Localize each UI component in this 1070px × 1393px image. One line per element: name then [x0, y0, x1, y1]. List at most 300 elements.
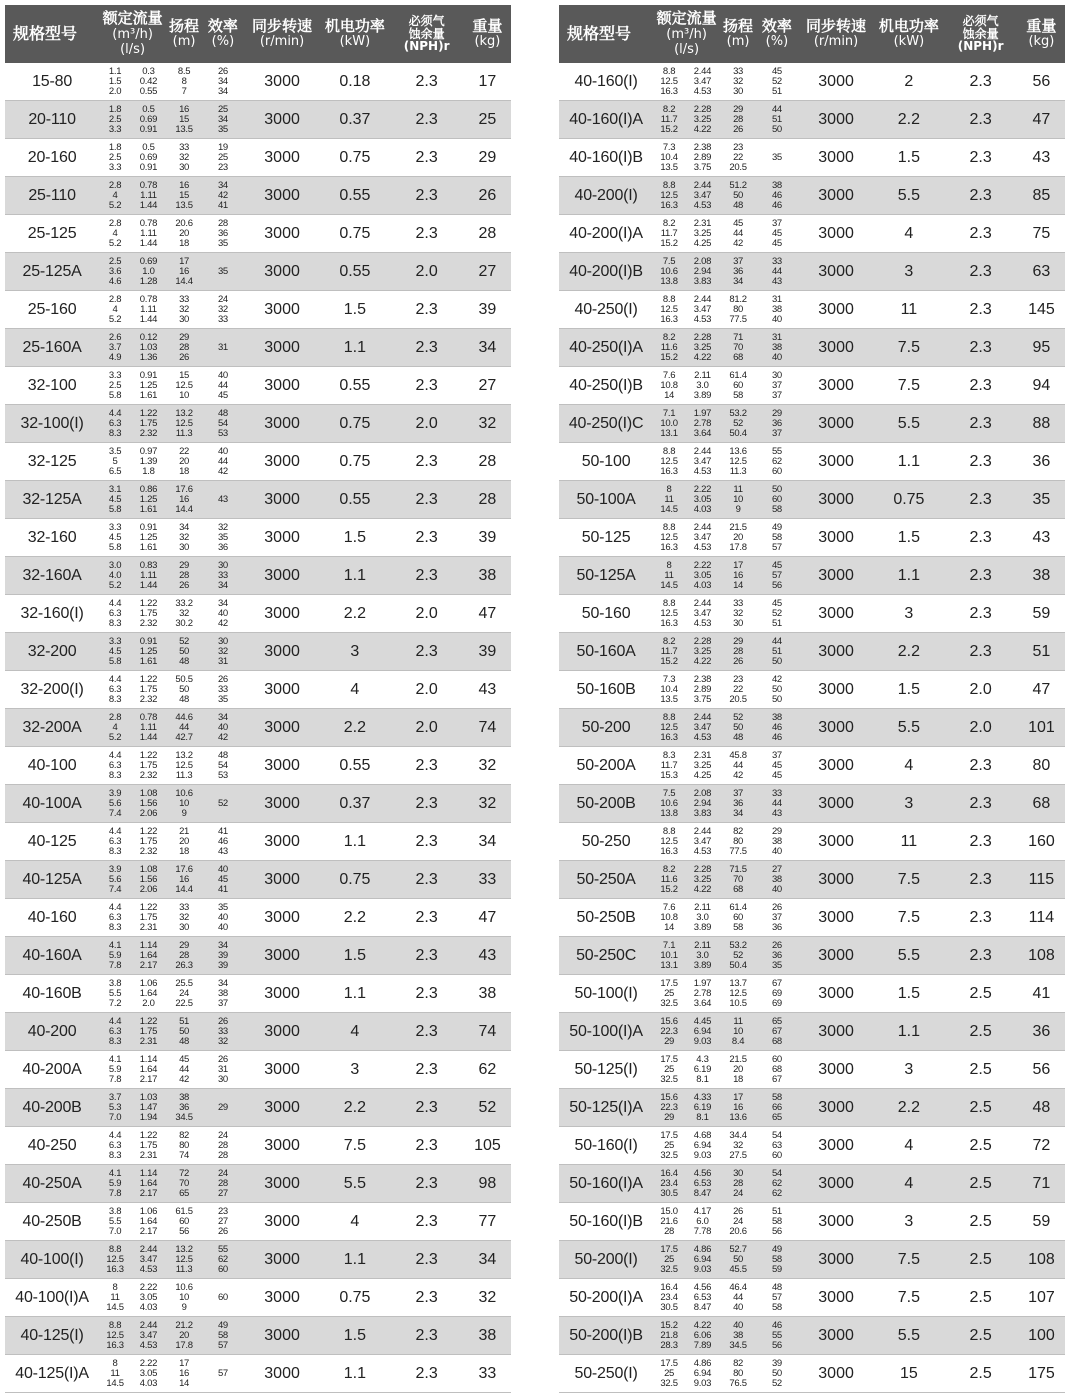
power-cell: 0.75 [320, 405, 389, 443]
weight-cell: 47 [1018, 671, 1065, 709]
efficiency-cell [202, 975, 244, 1013]
head-cell-value: 16 [179, 873, 190, 885]
efficiency-cell [756, 633, 798, 671]
speed-cell: 3000 [798, 63, 875, 101]
efficiency-cell [756, 937, 798, 975]
head-cell-value: 50.4 [729, 427, 747, 439]
table-body-left [5, 63, 511, 1393]
head-cell-value: 26 [733, 655, 744, 667]
weight-cell: 32 [464, 747, 511, 785]
head-cell-value: 33 [733, 65, 744, 77]
flow-ls-cell-value: 4.68 [693, 1129, 712, 1141]
flow-m3h-cell-value: 4.0 [108, 569, 122, 581]
flow-ls-cell-value: 2.31 [693, 217, 712, 229]
flow-m3h-cell-value: 8.3 [108, 427, 122, 439]
header-npsh: 必须气 蚀余量 (NPH)r [389, 5, 463, 63]
weight-cell: 38 [464, 975, 511, 1013]
npsh-cell: 2.3 [389, 1317, 463, 1355]
weight-cell: 51 [1018, 633, 1065, 671]
efficiency-cell-value: 46 [217, 835, 228, 847]
model-cell: 32-100 [5, 367, 99, 405]
speed-cell: 3000 [798, 595, 875, 633]
efficiency-cell-value: 34 [217, 977, 228, 989]
head-cell [720, 1279, 756, 1317]
efficiency-cell-value: 31 [217, 341, 228, 353]
efficiency-cell-value: 46 [771, 189, 782, 201]
power-cell: 1.5 [874, 671, 943, 709]
flow-ls-cell-value: 2.28 [693, 103, 712, 115]
head-cell-value: 52 [733, 711, 744, 723]
model-cell: 40-125(I) [5, 1317, 99, 1355]
speed-cell: 3000 [244, 975, 321, 1013]
flow-ls-cell-value: 4.03 [693, 503, 712, 515]
head-cell [720, 405, 756, 443]
header-speed: 同步转速 (r/min) [244, 5, 321, 63]
power-cell: 2.2 [320, 709, 389, 747]
efficiency-cell-value: 60 [217, 1263, 228, 1275]
flow-ls-cell-value: 2.31 [693, 749, 712, 761]
head-cell [166, 861, 202, 899]
flow-ls-cell-value: 1.97 [693, 977, 712, 989]
model-cell: 32-200 [5, 633, 99, 671]
head-cell-value: 30 [179, 921, 190, 933]
head-cell-value: 52 [179, 635, 190, 647]
head-cell [720, 215, 756, 253]
flow-m3h-cell-value: 8.8 [662, 597, 676, 609]
model-cell: 40-125(I)A [5, 1355, 99, 1393]
flow-ls-cell-value: 1.75 [139, 683, 158, 695]
head-cell-value: 80 [733, 1367, 744, 1379]
npsh-cell: 2.3 [389, 1165, 463, 1203]
flow-m3h-cell-value: 23.4 [660, 1177, 678, 1189]
power-cell: 4 [874, 747, 943, 785]
flow-ls-cell-value: 1.14 [139, 1053, 158, 1065]
efficiency-cell-value: 32 [217, 303, 228, 315]
speed-cell: 3000 [244, 291, 321, 329]
flow-m3h-cell-value: 7.8 [108, 1187, 122, 1199]
head-cell [166, 1203, 202, 1241]
flow-ls-cell-value: 4.86 [693, 1357, 712, 1369]
npsh-cell: 2.3 [389, 785, 463, 823]
weight-cell: 115 [1018, 861, 1065, 899]
efficiency-cell-value: 45 [771, 597, 782, 609]
flow-m3h-cell [99, 519, 131, 557]
flow-ls-cell [131, 63, 166, 101]
flow-ls-cell-value: 3.89 [693, 389, 712, 401]
efficiency-cell-value: 57 [217, 1339, 228, 1351]
flow-m3h-cell-value: 4.4 [108, 407, 122, 419]
table-row [5, 747, 511, 785]
flow-m3h-cell-value: 16.3 [660, 313, 678, 325]
flow-m3h-cell [653, 709, 685, 747]
efficiency-cell-value: 24 [217, 1167, 228, 1179]
power-cell: 0.55 [320, 177, 389, 215]
efficiency-cell-value: 49 [217, 1319, 228, 1331]
table-row [5, 975, 511, 1013]
head-cell-value: 58 [733, 921, 744, 933]
flow-m3h-cell [653, 215, 685, 253]
efficiency-cell-value: 45 [217, 873, 228, 885]
efficiency-cell-value: 51 [771, 113, 782, 125]
head-cell [720, 1317, 756, 1355]
power-cell: 11 [874, 823, 943, 861]
head-cell-value: 14.4 [175, 503, 193, 515]
npsh-cell: 2.3 [389, 861, 463, 899]
flow-ls-cell [685, 1051, 720, 1089]
efficiency-cell-value: 49 [771, 1243, 782, 1255]
flow-ls-cell-value: 4.53 [693, 541, 712, 553]
model-cell: 50-100(I) [559, 975, 653, 1013]
flow-m3h-cell [653, 519, 685, 557]
efficiency-cell-value: 53 [217, 769, 228, 781]
flow-m3h-cell [99, 329, 131, 367]
head-cell-value: 37 [733, 255, 744, 267]
flow-ls-cell [131, 405, 166, 443]
flow-ls-cell [131, 975, 166, 1013]
flow-ls-cell-value: 1.14 [139, 1167, 158, 1179]
flow-ls-cell [131, 899, 166, 937]
flow-ls-cell-value: 1.44 [139, 313, 158, 325]
efficiency-cell-value: 60 [771, 493, 782, 505]
power-cell: 3 [320, 633, 389, 671]
head-cell-value: 11.3 [729, 465, 747, 477]
flow-m3h-cell-value: 16.3 [660, 617, 678, 629]
table-row [559, 709, 1065, 747]
flow-ls-cell-value: 6.0 [696, 1215, 709, 1227]
efficiency-cell-value: 69 [771, 997, 782, 1009]
flow-ls-cell-value: 2.17 [139, 959, 158, 971]
flow-ls-cell-value: 1.64 [139, 949, 158, 961]
head-cell [166, 329, 202, 367]
flow-m3h-cell-value: 5.8 [108, 541, 122, 553]
efficiency-cell [202, 253, 244, 291]
efficiency-cell-value: 27 [217, 1215, 228, 1227]
model-cell: 40-160 [5, 899, 99, 937]
flow-m3h-cell-value: 8.8 [662, 521, 676, 533]
efficiency-cell-value: 52 [771, 607, 782, 619]
weight-cell: 75 [1018, 215, 1065, 253]
model-cell: 50-125(I)A [559, 1089, 653, 1127]
efficiency-cell-value: 57 [771, 541, 782, 553]
head-cell-value: 60 [179, 1215, 190, 1227]
flow-m3h-cell [99, 291, 131, 329]
flow-ls-cell-value: 3.25 [693, 227, 712, 239]
flow-m3h-cell-value: 14 [664, 389, 675, 401]
flow-ls-cell [131, 177, 166, 215]
efficiency-cell-value: 42 [217, 617, 228, 629]
flow-m3h-cell-value: 10.6 [660, 265, 678, 277]
npsh-cell: 2.5 [943, 975, 1017, 1013]
head-cell-value: 44 [733, 227, 744, 239]
weight-cell: 28 [464, 215, 511, 253]
table-row [5, 595, 511, 633]
speed-cell: 3000 [798, 481, 875, 519]
flow-ls-cell-value: 2.22 [693, 483, 712, 495]
head-cell [720, 899, 756, 937]
model-cell: 50-250A [559, 861, 653, 899]
head-cell [166, 595, 202, 633]
npsh-cell: 2.3 [389, 937, 463, 975]
efficiency-cell-value: 44 [771, 635, 782, 647]
head-cell-value: 24 [179, 987, 190, 999]
head-cell-value: 11 [733, 483, 743, 495]
head-cell-value: 46.4 [729, 1281, 747, 1293]
head-cell-value: 82 [733, 1357, 744, 1369]
efficiency-cell-value: 52 [771, 1377, 782, 1389]
table-row [559, 1241, 1065, 1279]
table-row [559, 253, 1065, 291]
efficiency-cell-value: 51 [771, 1205, 782, 1217]
efficiency-cell [756, 1051, 798, 1089]
head-cell [166, 1317, 202, 1355]
flow-ls-cell [685, 785, 720, 823]
head-cell [166, 1013, 202, 1051]
npsh-cell: 2.3 [389, 747, 463, 785]
flow-ls-cell-value: 6.94 [693, 1025, 712, 1037]
flow-ls-cell [685, 671, 720, 709]
flow-m3h-cell-value: 7.4 [108, 807, 122, 819]
head-cell-value: 24 [733, 1215, 744, 1227]
head-cell-value: 38 [179, 1091, 190, 1103]
flow-m3h-cell-value: 11.6 [660, 341, 678, 353]
efficiency-cell-value: 58 [217, 1329, 228, 1341]
flow-ls-cell-value: 3.64 [693, 997, 712, 1009]
efficiency-cell-value: 38 [771, 711, 782, 723]
speed-cell: 3000 [798, 975, 875, 1013]
flow-ls-cell-value: 2.38 [693, 673, 712, 685]
spec-table-right [559, 5, 1065, 1393]
table-row [5, 1203, 511, 1241]
model-cell: 40-250(I)B [559, 367, 653, 405]
flow-ls-cell-value: 2.31 [139, 921, 158, 933]
head-cell-value: 14 [179, 1377, 190, 1389]
flow-m3h-cell [653, 63, 685, 101]
head-cell-value: 80 [179, 1139, 190, 1151]
efficiency-cell [202, 1089, 244, 1127]
efficiency-cell-value: 24 [217, 1129, 228, 1141]
power-cell: 2.2 [874, 633, 943, 671]
head-cell-value: 17 [179, 255, 190, 267]
table-row [559, 1013, 1065, 1051]
flow-ls-cell-value: 2.22 [139, 1281, 158, 1293]
efficiency-cell-value: 55 [771, 445, 782, 457]
efficiency-cell [756, 443, 798, 481]
table-row [559, 443, 1065, 481]
head-cell-value: 17 [733, 559, 744, 571]
flow-m3h-cell-value: 11 [110, 1367, 120, 1379]
efficiency-cell-value: 34 [217, 113, 228, 125]
head-cell-value: 20 [733, 531, 744, 543]
npsh-cell: 2.3 [389, 1241, 463, 1279]
flow-m3h-cell [653, 1203, 685, 1241]
head-cell-value: 13.6 [729, 1111, 747, 1123]
efficiency-cell-value: 54 [771, 1167, 782, 1179]
weight-cell: 71 [1018, 1165, 1065, 1203]
flow-ls-cell-value: 2.44 [693, 293, 712, 305]
efficiency-cell-value: 33 [217, 313, 228, 325]
model-cell: 40-160B [5, 975, 99, 1013]
efficiency-cell-value: 28 [217, 217, 228, 229]
efficiency-cell-value: 34 [217, 75, 228, 87]
flow-m3h-cell-value: 4.1 [108, 939, 122, 951]
flow-m3h-cell-value: 11.7 [660, 113, 678, 125]
flow-m3h-cell-value: 4.1 [108, 1167, 122, 1179]
flow-m3h-cell [99, 139, 131, 177]
weight-cell: 59 [1018, 1203, 1065, 1241]
efficiency-cell [202, 747, 244, 785]
flow-ls-cell [685, 1127, 720, 1165]
head-cell-value: 81.2 [729, 293, 747, 305]
power-cell: 7.5 [320, 1127, 389, 1165]
power-cell: 5.5 [874, 709, 943, 747]
head-cell-value: 30 [179, 541, 190, 553]
head-cell-value: 15 [179, 113, 190, 125]
efficiency-cell-value: 48 [217, 749, 228, 761]
table-row [559, 367, 1065, 405]
flow-ls-cell-value: 1.36 [139, 351, 158, 363]
efficiency-cell-value: 26 [217, 65, 228, 77]
efficiency-cell-value: 19 [217, 141, 228, 153]
power-cell: 4 [874, 1165, 943, 1203]
efficiency-cell-value: 50 [771, 483, 782, 495]
flow-ls-cell [685, 709, 720, 747]
flow-ls-cell-value: 0.91 [139, 521, 158, 533]
head-cell [166, 1241, 202, 1279]
efficiency-cell-value: 43 [771, 275, 782, 287]
flow-ls-cell-value: 3.25 [693, 873, 712, 885]
flow-m3h-cell [99, 937, 131, 975]
power-cell: 5.5 [874, 1317, 943, 1355]
head-cell-value: 65 [179, 1187, 190, 1199]
table-row [559, 139, 1065, 177]
table-row [559, 1317, 1065, 1355]
efficiency-cell-value: 35 [217, 531, 228, 543]
npsh-cell: 2.3 [943, 101, 1017, 139]
head-cell [720, 937, 756, 975]
power-cell: 2.2 [320, 595, 389, 633]
efficiency-cell [756, 519, 798, 557]
flow-m3h-cell-value: 16.3 [660, 465, 678, 477]
flow-ls-cell-value: 2.17 [139, 1225, 158, 1237]
efficiency-cell [756, 1165, 798, 1203]
power-cell: 0.75 [320, 861, 389, 899]
weight-cell: 105 [464, 1127, 511, 1165]
head-cell [720, 291, 756, 329]
head-cell-value: 71.5 [729, 863, 747, 875]
flow-m3h-cell-value: 1.8 [108, 103, 122, 115]
power-cell: 5.5 [874, 405, 943, 443]
flow-ls-cell-value: 1.97 [693, 407, 712, 419]
flow-m3h-cell-value: 12.5 [660, 303, 678, 315]
flow-m3h-cell-value: 15.2 [660, 237, 678, 249]
flow-ls-cell-value: 4.22 [693, 1319, 712, 1331]
weight-cell: 32 [464, 785, 511, 823]
head-cell-value: 44.6 [175, 711, 193, 723]
flow-ls-cell-value: 1.39 [139, 455, 158, 467]
flow-m3h-cell [99, 1051, 131, 1089]
flow-ls-cell-value: 3.0 [696, 949, 709, 961]
flow-m3h-cell-value: 4 [112, 227, 118, 239]
flow-ls-cell-value: 4.03 [139, 1301, 158, 1313]
model-cell: 40-250B [5, 1203, 99, 1241]
flow-m3h-cell [653, 633, 685, 671]
head-cell-value: 29 [179, 939, 190, 951]
head-cell-value: 32 [733, 1139, 744, 1151]
efficiency-cell-value: 26 [217, 1053, 228, 1065]
weight-cell: 28 [464, 481, 511, 519]
flow-m3h-cell-value: 13.8 [660, 807, 678, 819]
efficiency-cell-value: 40 [217, 911, 228, 923]
npsh-cell: 2.3 [943, 329, 1017, 367]
speed-cell: 3000 [244, 139, 321, 177]
weight-cell: 77 [464, 1203, 511, 1241]
efficiency-cell-value: 27 [771, 863, 782, 875]
flow-ls-cell-value: 3.05 [693, 493, 712, 505]
efficiency-cell-value: 51 [771, 645, 782, 657]
efficiency-cell-value: 56 [771, 1225, 782, 1237]
head-cell [720, 785, 756, 823]
flow-ls-cell [131, 215, 166, 253]
weight-cell: 47 [464, 595, 511, 633]
efficiency-cell-value: 66 [771, 1101, 782, 1113]
flow-ls-cell-value: 4.22 [693, 351, 712, 363]
flow-ls-cell-value: 1.25 [139, 645, 158, 657]
efficiency-cell-value: 65 [771, 1111, 782, 1123]
speed-cell: 3000 [798, 823, 875, 861]
flow-m3h-cell [99, 1165, 131, 1203]
head-cell-value: 71 [733, 331, 744, 343]
head-cell-value: 28 [733, 113, 744, 125]
flow-ls-cell-value: 4.53 [693, 199, 712, 211]
power-cell: 7.5 [874, 367, 943, 405]
efficiency-cell-value: 29 [771, 407, 782, 419]
speed-cell: 3000 [244, 63, 321, 101]
flow-m3h-cell-value: 13.1 [660, 959, 678, 971]
power-cell: 3 [320, 1051, 389, 1089]
flow-ls-cell-value: 0.91 [139, 123, 158, 135]
flow-m3h-cell-value: 8.8 [108, 1319, 122, 1331]
flow-m3h-cell [653, 177, 685, 215]
model-cell: 32-160 [5, 519, 99, 557]
head-cell [166, 1127, 202, 1165]
head-cell [166, 101, 202, 139]
flow-m3h-cell-value: 7.3 [662, 673, 676, 685]
npsh-cell: 2.3 [389, 101, 463, 139]
weight-cell: 36 [1018, 443, 1065, 481]
flow-m3h-cell [99, 747, 131, 785]
flow-m3h-cell [99, 709, 131, 747]
npsh-cell: 2.0 [389, 405, 463, 443]
model-cell: 40-160(I) [559, 63, 653, 101]
power-cell: 1.1 [320, 1355, 389, 1393]
flow-m3h-cell-value: 8.2 [662, 103, 676, 115]
flow-ls-cell-value: 0.91 [139, 369, 158, 381]
weight-cell: 160 [1018, 823, 1065, 861]
model-cell: 50-200 [559, 709, 653, 747]
efficiency-cell-value: 26 [771, 901, 782, 913]
flow-m3h-cell-value: 13.1 [660, 427, 678, 439]
efficiency-cell [202, 405, 244, 443]
npsh-cell: 2.3 [389, 823, 463, 861]
efficiency-cell [202, 367, 244, 405]
flow-ls-cell [685, 139, 720, 177]
speed-cell: 3000 [798, 1089, 875, 1127]
head-cell-value: 30 [179, 161, 190, 173]
table-row [559, 63, 1065, 101]
head-cell-value: 33 [179, 901, 190, 913]
efficiency-cell-value: 40 [217, 921, 228, 933]
head-cell [166, 899, 202, 937]
